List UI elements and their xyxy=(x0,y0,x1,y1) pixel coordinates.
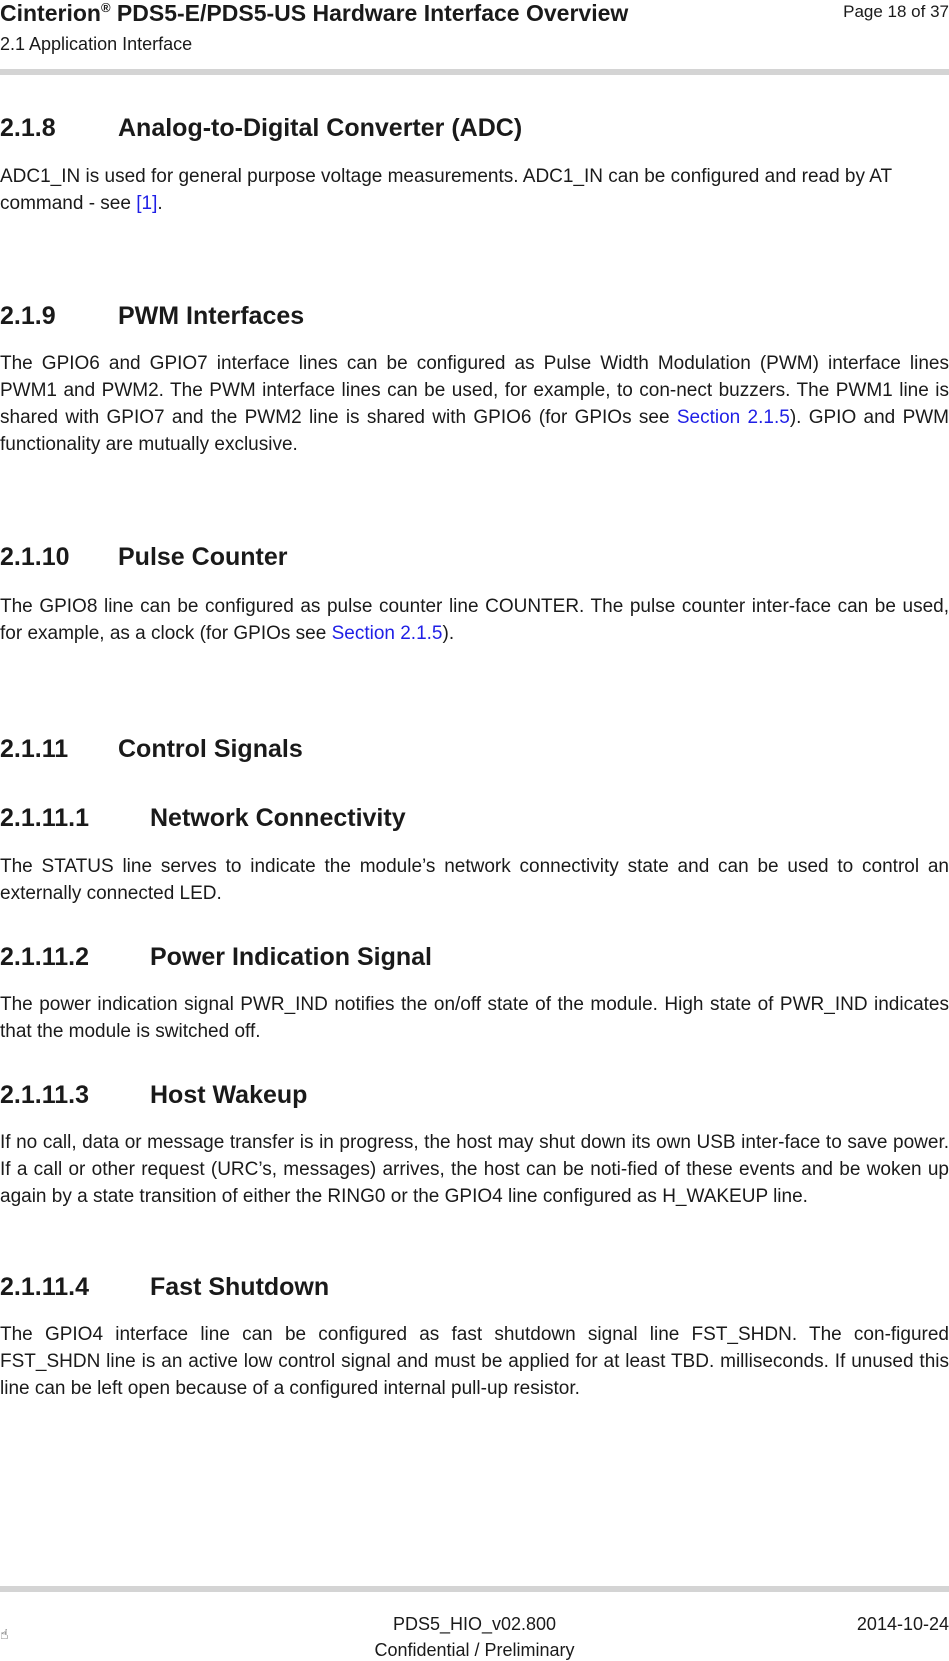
heading-host-wakeup: 2.1.11.3 Host Wakeup xyxy=(0,1081,308,1109)
section-link[interactable]: Section 2.1.5 xyxy=(331,623,443,644)
document-title: Cinterion® PDS5-E/PDS5-US Hardware Interface Overview xyxy=(0,0,629,26)
heading-adc: 2.1.8 Analog-to-Digital Converter (ADC) xyxy=(0,114,523,142)
header-divider xyxy=(0,69,949,75)
document-date: 2014-10-24 xyxy=(856,1614,949,1634)
registered-mark: ® xyxy=(100,0,111,15)
reference-link-1[interactable]: [1] xyxy=(136,193,158,214)
paragraph-pulse-counter: The GPIO8 line can be configured as pulse counter line COUNTER. The pulse counter inter-face can be used, for example, as a clock (for GPIOs see Section 2.1.5). xyxy=(0,596,949,644)
heading-pwm: 2.1.9 PWM Interfaces xyxy=(0,302,305,330)
heading-network-connectivity: 2.1.11.1 Network Connectivity xyxy=(0,804,406,832)
page-number: Page 18 of 37 xyxy=(843,2,949,21)
heading-pulse-counter: 2.1.10 Pulse Counter xyxy=(0,543,288,571)
paragraph-pwm: The GPIO6 and GPIO7 interface lines can be configured as Pulse Width Modulation (PWM) interface lines PWM1 and PWM2. The PWM interface lines can be used, for example, to con-nect buzzers. The PWM1 line is shared with GPIO7 and the PWM2 line is shared with GPIO6 (for GPIOs see Section 2.1.5). GPIO and PWM functionality are mutually exclusive. xyxy=(0,353,949,455)
paragraph-fast-shutdown: The GPIO4 interface line can be configured as fast shutdown signal line FST_SHDN. The con-figured FST_SHDN line is an active low control signal and must be applied for at least TBD. milliseconds. If unused this line can be left open because of a configured internal pull-up resistor. xyxy=(0,1324,949,1399)
paragraph-power-indication: The power indication signal PWR_IND notifies the on/off state of the module. High state of PWR_IND indicates that the module is switched off. xyxy=(0,994,949,1042)
heading-control-signals: 2.1.11 Control Signals xyxy=(0,735,303,763)
pointing-hand-icon: ☝ xyxy=(0,1626,9,1642)
confidentiality-note: Confidential / Preliminary xyxy=(374,1640,575,1660)
heading-power-indication: 2.1.11.2 Power Indication Signal xyxy=(0,943,432,971)
paragraph-adc: ADC1_IN is used for general purpose voltage measurements. ADC1_IN can be configured and read by AT command - see [1]. xyxy=(0,166,892,214)
section-link[interactable]: Section 2.1.5 xyxy=(676,407,790,428)
chapter-subtitle: 2.1 Application Interface xyxy=(0,34,193,54)
paragraph-host-wakeup: If no call, data or message transfer is in progress, the host may shut down its own USB inter-face to save power. If a call or other request (URC’s, messages) arrives, the host can be noti-fied of these events and be woken up again by a state transition of either the RING0 or the GPIO4 line configured as H_WAKEUP line. xyxy=(0,1132,949,1207)
paragraph-network-connectivity: The STATUS line serves to indicate the module’s network connectivity state and can be used to control an externally connected LED. xyxy=(0,856,949,904)
footer-divider xyxy=(0,1586,949,1592)
heading-fast-shutdown: 2.1.11.4 Fast Shutdown xyxy=(0,1273,330,1301)
document-id: PDS5_HIO_v02.800 xyxy=(392,1614,557,1634)
